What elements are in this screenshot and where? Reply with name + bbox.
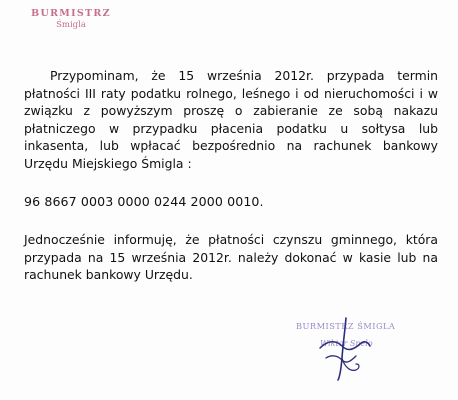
header-stamp-subtitle: Śmigla bbox=[56, 20, 86, 30]
bank-account-number: 96 8667 0003 0000 0244 2000 0010. bbox=[24, 194, 264, 209]
header-stamp-title: BURMISTRZ bbox=[31, 8, 111, 19]
header-stamp bbox=[26, 8, 116, 30]
reminder-paragraph: Przypominam, że 15 września 2012r. przypada termin płatności III raty podatku rolnego, leśnego i od nieruchomości i w związku z powyższym proszę o zabieranie ze sobą nakazu płatniczego w przypadku płacenia podatku u sołtysa lub inkasenta, lub wpłacać bezpośrednio na rachunek bankowy Urzędu Miejskiego Śmigla : bbox=[24, 68, 438, 171]
handwritten-signature bbox=[316, 314, 376, 384]
signature-stamp-name: Wiktor Snelo bbox=[320, 339, 373, 348]
signature-stamp-title: BURMISTRZ ŚMIGLA bbox=[296, 321, 396, 331]
rent-info-paragraph: Jednocześnie informuję, że płatności czynszu gminnego, która przypada na 15 września 2012r. należy dokonać w kasie lub na rachunek bankowy Urzędu. bbox=[24, 232, 438, 283]
